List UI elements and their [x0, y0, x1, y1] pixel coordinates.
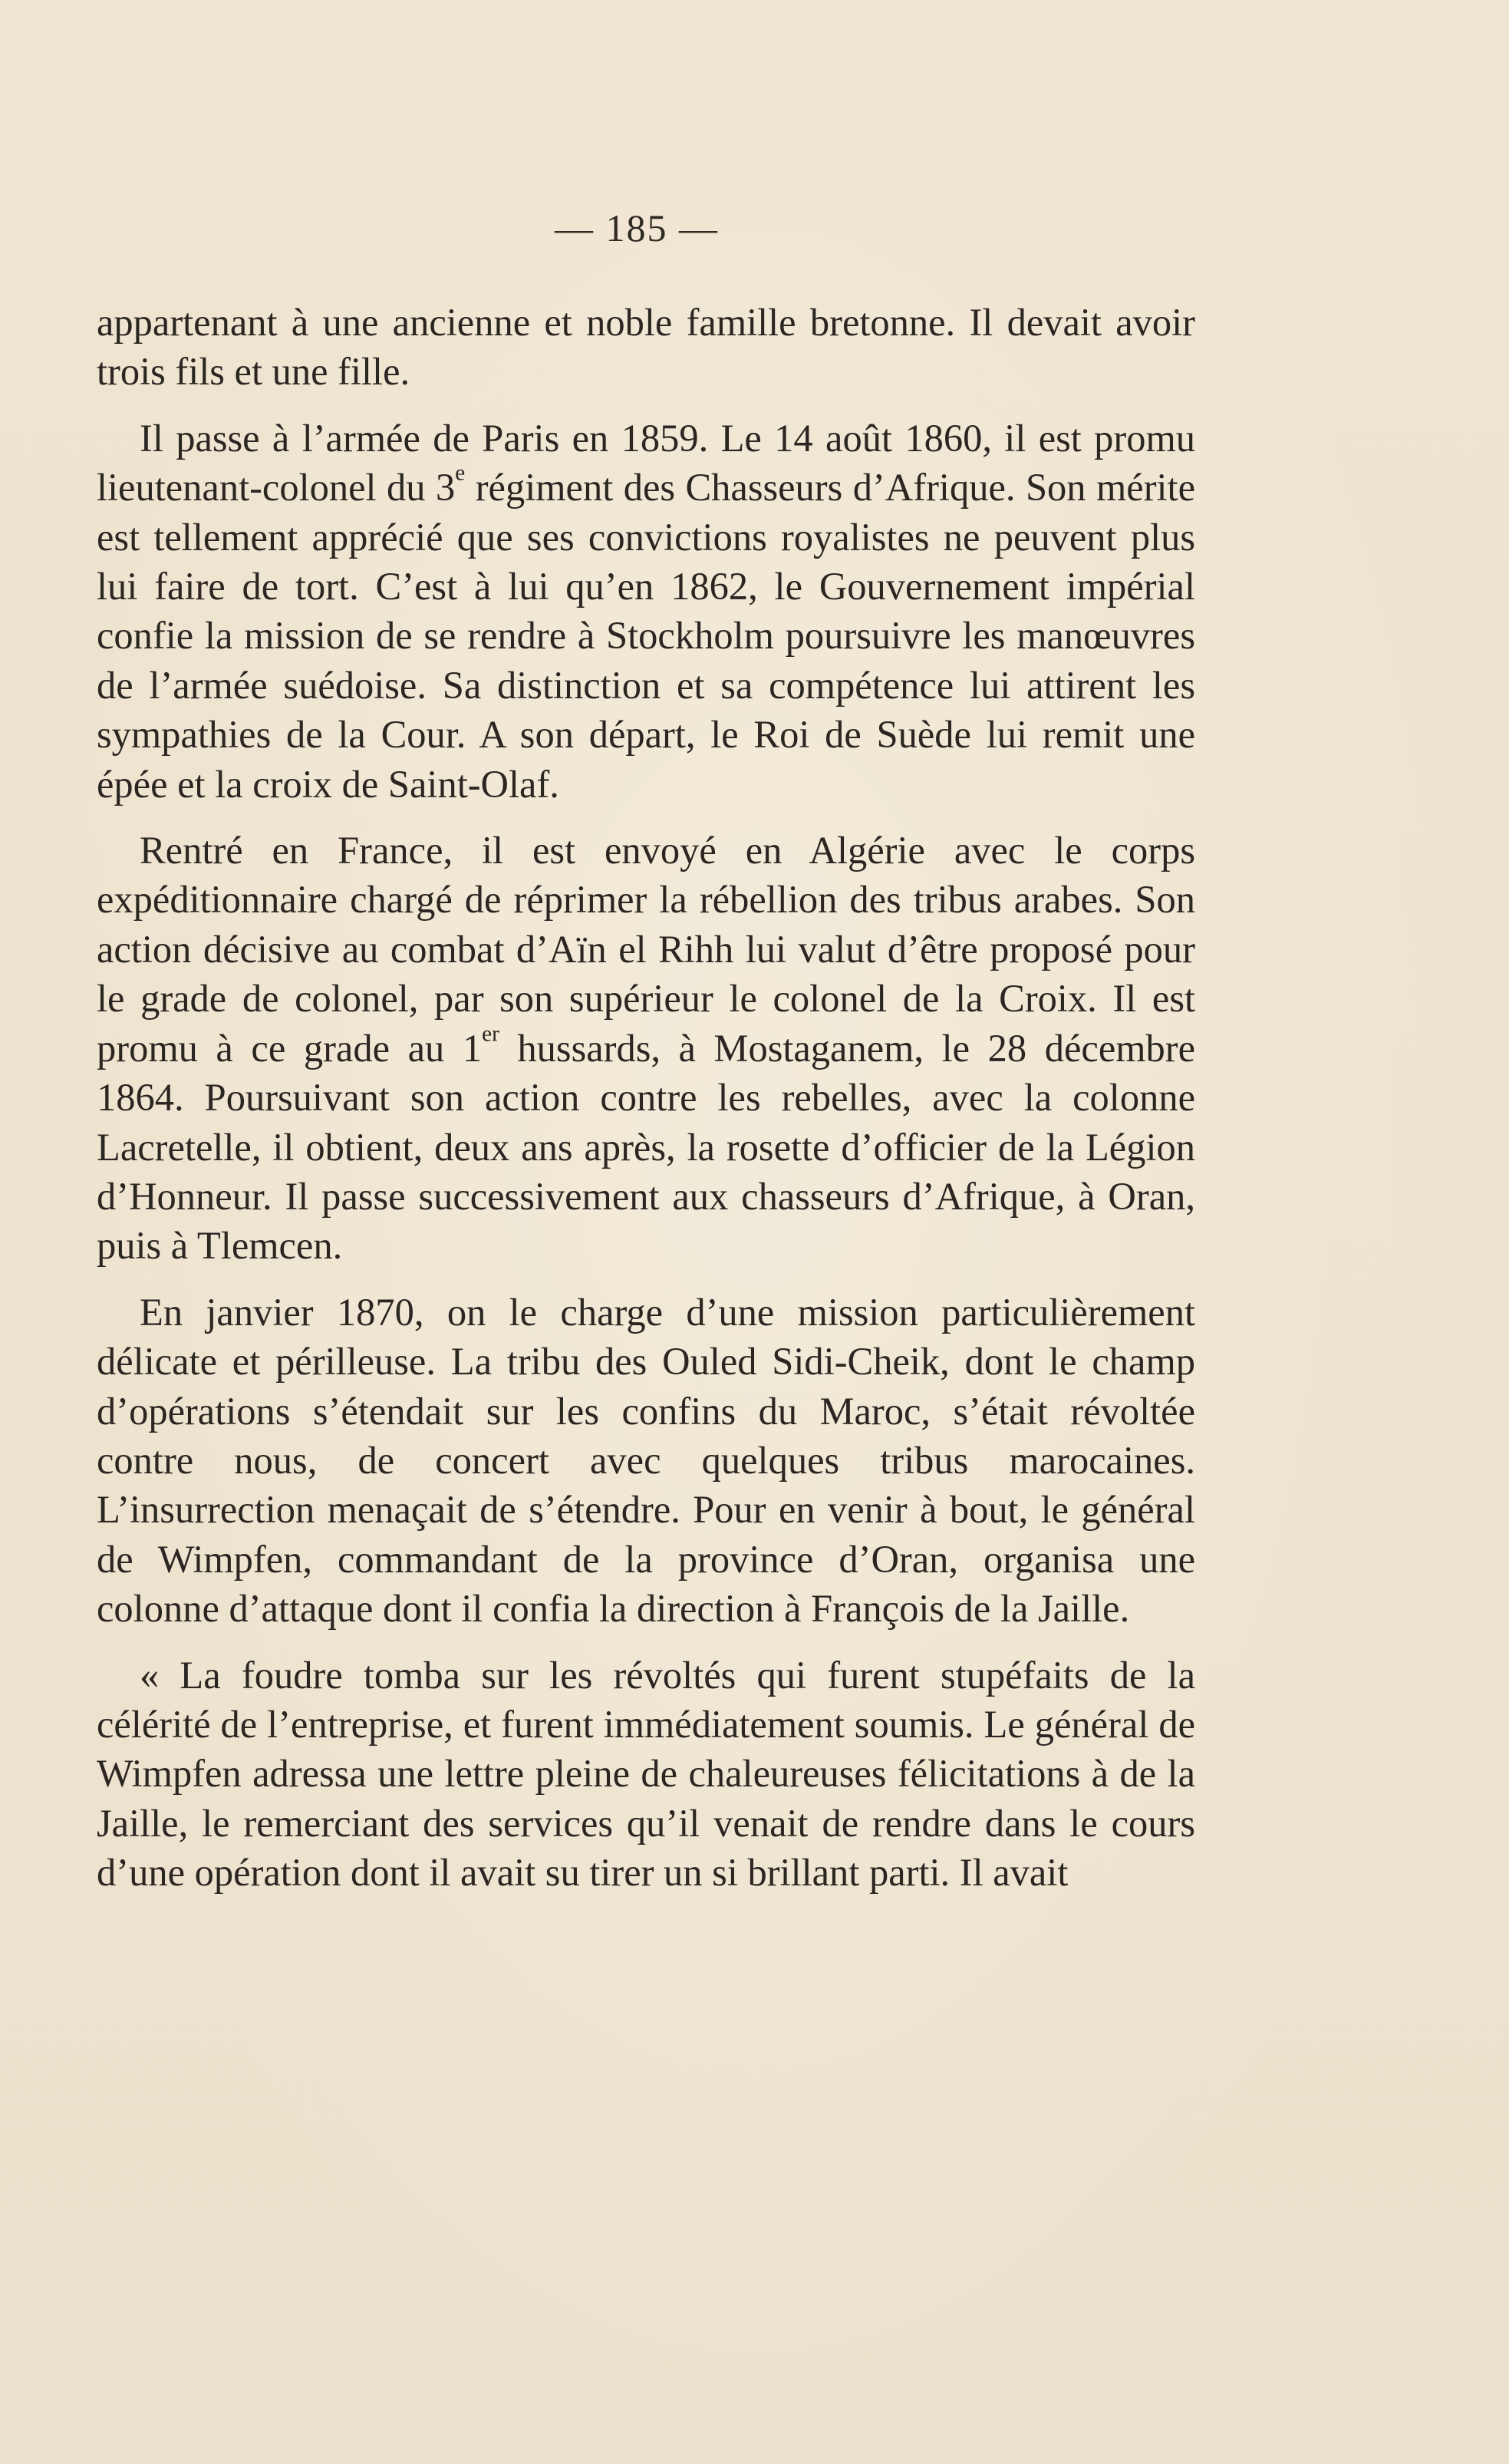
paragraph-5: « La foudre tomba sur les révoltés qui furent stupéfaits de la célérité de l’entreprise, et furent immédiatement soumis. Le général de Wimpfen adressa une lettre pleine de chaleureuses félicitations à de la Jaille, le remerciant des services qu’il venait de rendre dans le cours d’une opération dont il avait su tirer un si brillant parti. Il avait	[97, 1653, 1195, 1895]
ordinal-superscript-er: er	[482, 1021, 499, 1047]
paragraph-4: En janvier 1870, on le charge d’une mission particulièrement délicate et périlleuse. La tribu des Ouled Sidi-Cheik, dont le champ d’opérations s’étendait sur les confins du Maroc, s’était révoltée contre nous, de concert avec quelques tribus marocaines. L’insurrection menaçait de s’étendre. Pour en venir à bout, le général de Wimpfen, commandant de la province d’Oran, organisa une colonne d’attaque dont il confia la direction à François de la Jaille.	[97, 1290, 1195, 1631]
page-number: — 185 —	[555, 206, 719, 249]
paragraph-3-part-2: hussards, à Mostaganem, le 28 décembre 1864. Poursuivant son action contre les rebelles, avec la colonne Lacretelle, il obtient, deux ans après, la rosette d’officier de la Légion d’Honneur. Il passe successivement aux chasseurs d’Afrique, à Oran, puis à Tlemcen.	[97, 1026, 1195, 1268]
paragraph-2-part-2: régiment des Chasseurs d’Afrique. Son mérite est tellement apprécié que ses convictions royalistes ne peuvent plus lui faire de tort. C’est à lui qu’en 1862, le Gouvernement impérial confie la mission de se rendre à Stockholm poursuivre les manœuvres de l’armée suédoise. Sa distinction et sa compétence lui attirent les sympathies de la Cour. A son départ, le Roi de Suède lui remit une épée et la croix de Saint-Olaf.	[97, 466, 1195, 806]
body-text	[97, 298, 1195, 1898]
paragraph-3-part-1: Rentré en France, il est envoyé en Algérie avec le corps expéditionnaire chargé de réprimer la rébellion des tribus arabes. Son action décisive au combat d’Aïn el Rihh lui valut d’être proposé pour le grade de colonel, par son supérieur le colonel de la Croix. Il est promu à ce grade au 1	[97, 829, 1195, 1070]
ordinal-superscript-e: e	[455, 460, 466, 486]
paragraph-2-part-1: Il passe à l’armée de Paris en 1859. Le 14 août 1860, il est promu lieutenant-colonel du 3	[97, 416, 1195, 510]
paragraph-3	[97, 826, 1195, 1271]
paragraph-2	[97, 414, 1195, 809]
paragraph-1: appartenant à une ancienne et noble famille bretonne. Il devait avoir trois fils et une fille.	[97, 301, 1195, 394]
